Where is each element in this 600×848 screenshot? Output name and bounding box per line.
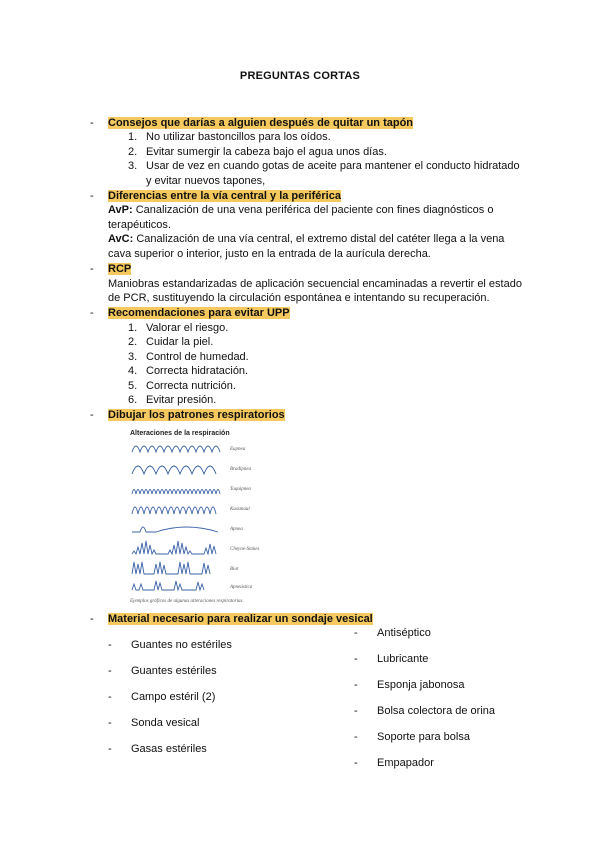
bullet-dash: - bbox=[108, 665, 112, 677]
avp-definition-cont: terapéuticos. bbox=[108, 219, 171, 231]
bullet-dash: - bbox=[90, 190, 94, 202]
list-item: Evitar presión. bbox=[146, 394, 217, 406]
wave-cheyne-stokes bbox=[132, 541, 216, 554]
pattern-label: Eupnea bbox=[230, 447, 246, 452]
wave-biot bbox=[132, 562, 210, 574]
list-item: Valorar el riesgo. bbox=[146, 322, 229, 334]
breathing-patterns-svg bbox=[126, 426, 274, 608]
pattern-label: Biot bbox=[230, 567, 239, 572]
figure-caption: Ejemplos gráficos de algunas alteraciones respiratorias. bbox=[130, 599, 244, 604]
page-title: PREGUNTAS CORTAS bbox=[239, 70, 361, 82]
bullet-dash: - bbox=[354, 627, 358, 639]
wave-group bbox=[132, 446, 220, 590]
pattern-label: Kussmaul bbox=[230, 507, 250, 512]
list-item: No utilizar bastoncillos para los oídos. bbox=[146, 131, 331, 143]
bullet-dash: - bbox=[354, 757, 358, 769]
material-item: Soporte para bolsa bbox=[377, 731, 470, 743]
rcp-text-cont: de PCR, sustituyendo la circulación espontánea e intentando su recuperación. bbox=[108, 292, 490, 304]
pattern-label: Apnea bbox=[230, 527, 243, 532]
bullet-dash: - bbox=[90, 117, 94, 129]
list-number: 3. bbox=[128, 351, 138, 363]
wave-apneustica bbox=[132, 581, 204, 590]
bullet-dash: - bbox=[90, 307, 94, 319]
section-heading-sondaje: Material necesario para realizar un sondaje vesical bbox=[108, 613, 373, 625]
wave-taquipnea bbox=[132, 490, 220, 495]
bullet-dash: - bbox=[354, 705, 358, 717]
wave-bradipnea bbox=[132, 466, 216, 474]
rcp-text: Maniobras estandarizadas de aplicación secuencial encaminadas a revertir el estado bbox=[108, 278, 522, 290]
bullet-dash: - bbox=[90, 613, 94, 625]
bullet-dash: - bbox=[108, 717, 112, 729]
bullet-dash: - bbox=[90, 409, 94, 421]
material-item: Esponja jabonosa bbox=[377, 679, 465, 691]
pattern-label: Cheyne-Stokes bbox=[230, 547, 260, 552]
pattern-label: Taquipnea bbox=[230, 487, 251, 492]
pattern-label: Apneústica bbox=[230, 585, 253, 590]
material-item: Campo estéril (2) bbox=[131, 691, 216, 703]
wave-apnea bbox=[132, 527, 218, 532]
list-item: Cuidar la piel. bbox=[146, 336, 214, 348]
avc-definition-cont: cava superior o interior, justo en la entrada de la aurícula derecha. bbox=[108, 248, 431, 260]
breathing-patterns-figure bbox=[126, 426, 274, 608]
wave-kussmaul bbox=[132, 507, 216, 514]
list-number: 4. bbox=[128, 365, 138, 377]
material-item: Sonda vesical bbox=[131, 717, 200, 729]
section-heading-rcp: RCP bbox=[108, 263, 132, 275]
list-number: 2. bbox=[128, 146, 138, 158]
avp-definition: AvP: Canalización de una vena periférica del paciente con fines diagnósticos o bbox=[108, 204, 494, 216]
material-item: Bolsa colectora de orina bbox=[377, 705, 496, 717]
bullet-dash: - bbox=[354, 653, 358, 665]
list-number: 1. bbox=[128, 131, 138, 143]
pattern-label: Bradipnea bbox=[230, 467, 252, 472]
bullet-dash: - bbox=[354, 679, 358, 691]
material-item: Lubricante bbox=[377, 653, 429, 665]
list-number: 3. bbox=[128, 160, 138, 172]
material-item: Guantes no estériles bbox=[131, 639, 232, 651]
list-item: Evitar sumergir la cabeza bajo el agua unos días. bbox=[146, 146, 387, 158]
list-item: Control de humedad. bbox=[146, 351, 249, 363]
material-item: Guantes estériles bbox=[131, 665, 217, 677]
bullet-dash: - bbox=[108, 691, 112, 703]
bullet-dash: - bbox=[108, 639, 112, 651]
material-item: Empapador bbox=[377, 757, 434, 769]
list-item: Correcta nutrición. bbox=[146, 380, 236, 392]
list-number: 1. bbox=[128, 322, 138, 334]
section-heading-tapon: Consejos que darías a alguien después de quitar un tapón bbox=[108, 117, 414, 129]
bullet-dash: - bbox=[354, 731, 358, 743]
list-item-cont: y evitar nuevos tapones, bbox=[146, 175, 266, 187]
material-item: Gasas estériles bbox=[131, 743, 207, 755]
bullet-dash: - bbox=[108, 743, 112, 755]
section-heading-via: Diferencias entre la vía central y la periférica bbox=[108, 190, 341, 202]
section-heading-upp: Recomendaciones para evitar UPP bbox=[108, 307, 290, 319]
bullet-dash: - bbox=[90, 263, 94, 275]
list-number: 5. bbox=[128, 380, 138, 392]
avc-definition: AvC: Canalización de una vía central, el extremo distal del catéter llega a la vena bbox=[108, 233, 505, 245]
list-number: 2. bbox=[128, 336, 138, 348]
list-item: Usar de vez en cuando gotas de aceite para mantener el conducto hidratado bbox=[146, 160, 520, 172]
wave-eupnea bbox=[132, 446, 220, 452]
section-heading-patrones: Dibujar los patrones respiratorios bbox=[108, 409, 285, 421]
figure-title: Alteraciones de la respiración bbox=[130, 430, 230, 437]
list-item: Correcta hidratación. bbox=[146, 365, 249, 377]
material-item: Antiséptico bbox=[377, 627, 431, 639]
list-number: 6. bbox=[128, 394, 138, 406]
